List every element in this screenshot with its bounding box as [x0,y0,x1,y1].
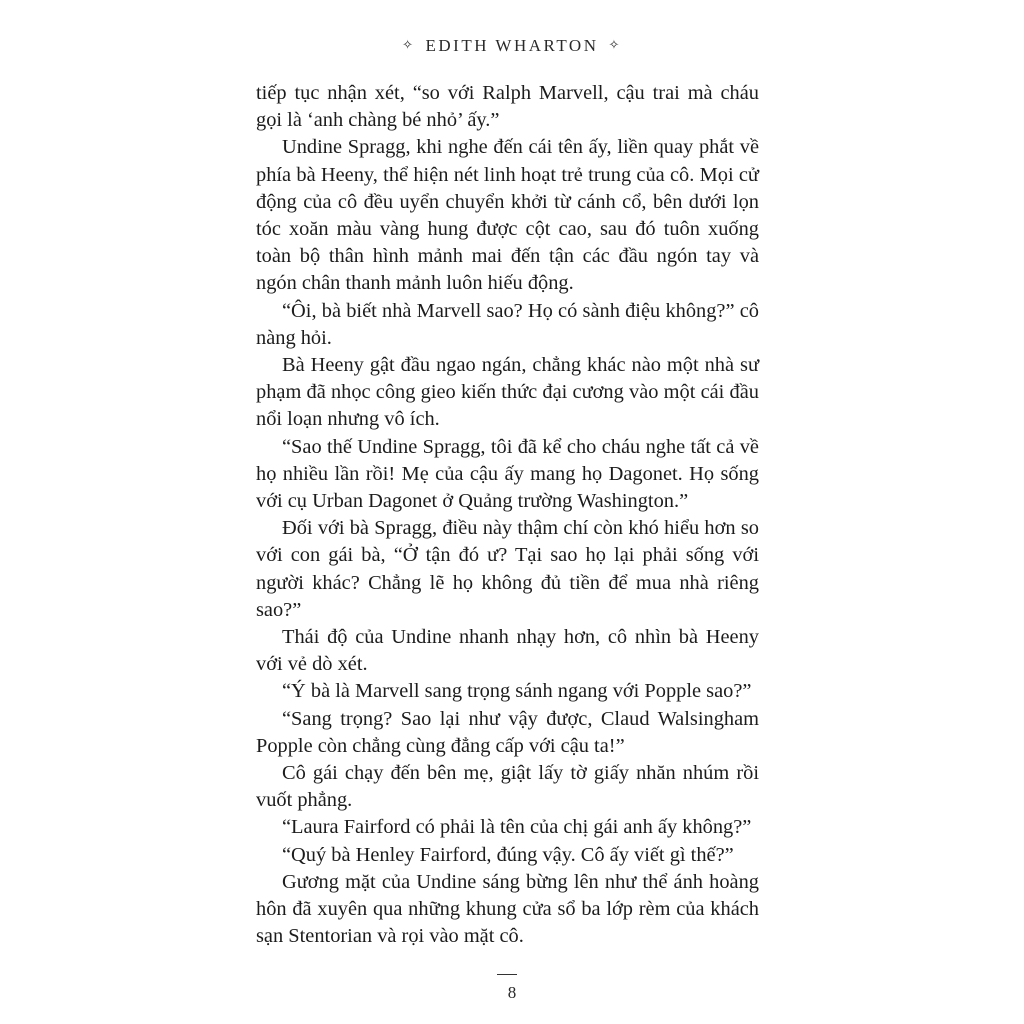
ornament-right-icon: ✧ [608,37,622,52]
paragraph: “Ý bà là Marvell sang trọng sánh ngang với Popple sao?” [282,680,752,703]
folio-rule [497,974,517,975]
paragraph: Thái độ của Undine nhanh nhạy hơn, cô nhìn bà Heeny với vẻ dò xét. [256,626,759,676]
running-head-title: EDITH WHARTON [425,36,599,55]
ornament-left-icon: ✧ [402,37,416,52]
paragraph: “Laura Fairford có phải là tên của chị gái anh ấy không?” [282,816,752,839]
page-number: 8 [507,983,517,1002]
paragraph: Bà Heeny gật đầu ngao ngán, chẳng khác nào một nhà sư phạm đã nhọc công gieo kiến thức đại cương vào một cái đầu nổi loạn nhưng vô ích. [256,354,759,431]
paragraph: Undine Spragg, khi nghe đến cái tên ấy, liền quay phắt về phía bà Heeny, thể hiện nét linh hoạt trẻ trung của cô. Mọi cử động của cô đều uyển chuyển khởi từ cánh cổ, bên dưới lọn tóc xoăn màu vàng hung được cột cao, sau đó tuôn xuống toàn bộ thân hình mảnh mai đến tận các đầu ngón tay và ngón chân thanh mảnh luôn hiếu động. [256,136,759,295]
paragraph: “Ôi, bà biết nhà Marvell sao? Họ có sành điệu không?” cô nàng hỏi. [256,299,759,349]
paragraph: Đối với bà Spragg, điều này thậm chí còn khó hiểu hơn so với con gái bà, “Ở tận đó ư? Tại sao họ lại phải sống với người khác? Chẳng lẽ họ không đủ tiền để mua nhà riêng sao?” [256,517,759,621]
paragraph: Cô gái chạy đến bên mẹ, giật lấy tờ giấy nhăn nhúm rồi vuốt phẳng. [256,762,759,812]
paragraph: “Quý bà Henley Fairford, đúng vậy. Cô ấy viết gì thế?” [282,843,734,866]
paragraph: Gương mặt của Undine sáng bừng lên như thể ánh hoàng hôn đã xuyên qua những khung cửa sổ ba lớp rèm của khách sạn Stentorian và rọi vào mặt cô. [256,870,759,948]
paragraph: tiếp tục nhận xét, “so với Ralph Marvell, cậu trai mà cháu gọi là ‘anh chàng bé nhỏ’ ấy.” [256,82,759,132]
body-text [256,80,759,951]
paragraph: “Sao thế Undine Spragg, tôi đã kể cho cháu nghe tất cả về họ nhiều lần rồi! Mẹ của cậu ấy mang họ Dagonet. Họ sống với cụ Urban Dagonet ở Quảng trường Washington.” [256,435,759,513]
running-head [0,36,1024,56]
paragraph: “Sang trọng? Sao lại như vậy được, Claud Walsingham Popple còn chẳng cùng đẳng cấp với cậu ta!” [256,707,759,757]
